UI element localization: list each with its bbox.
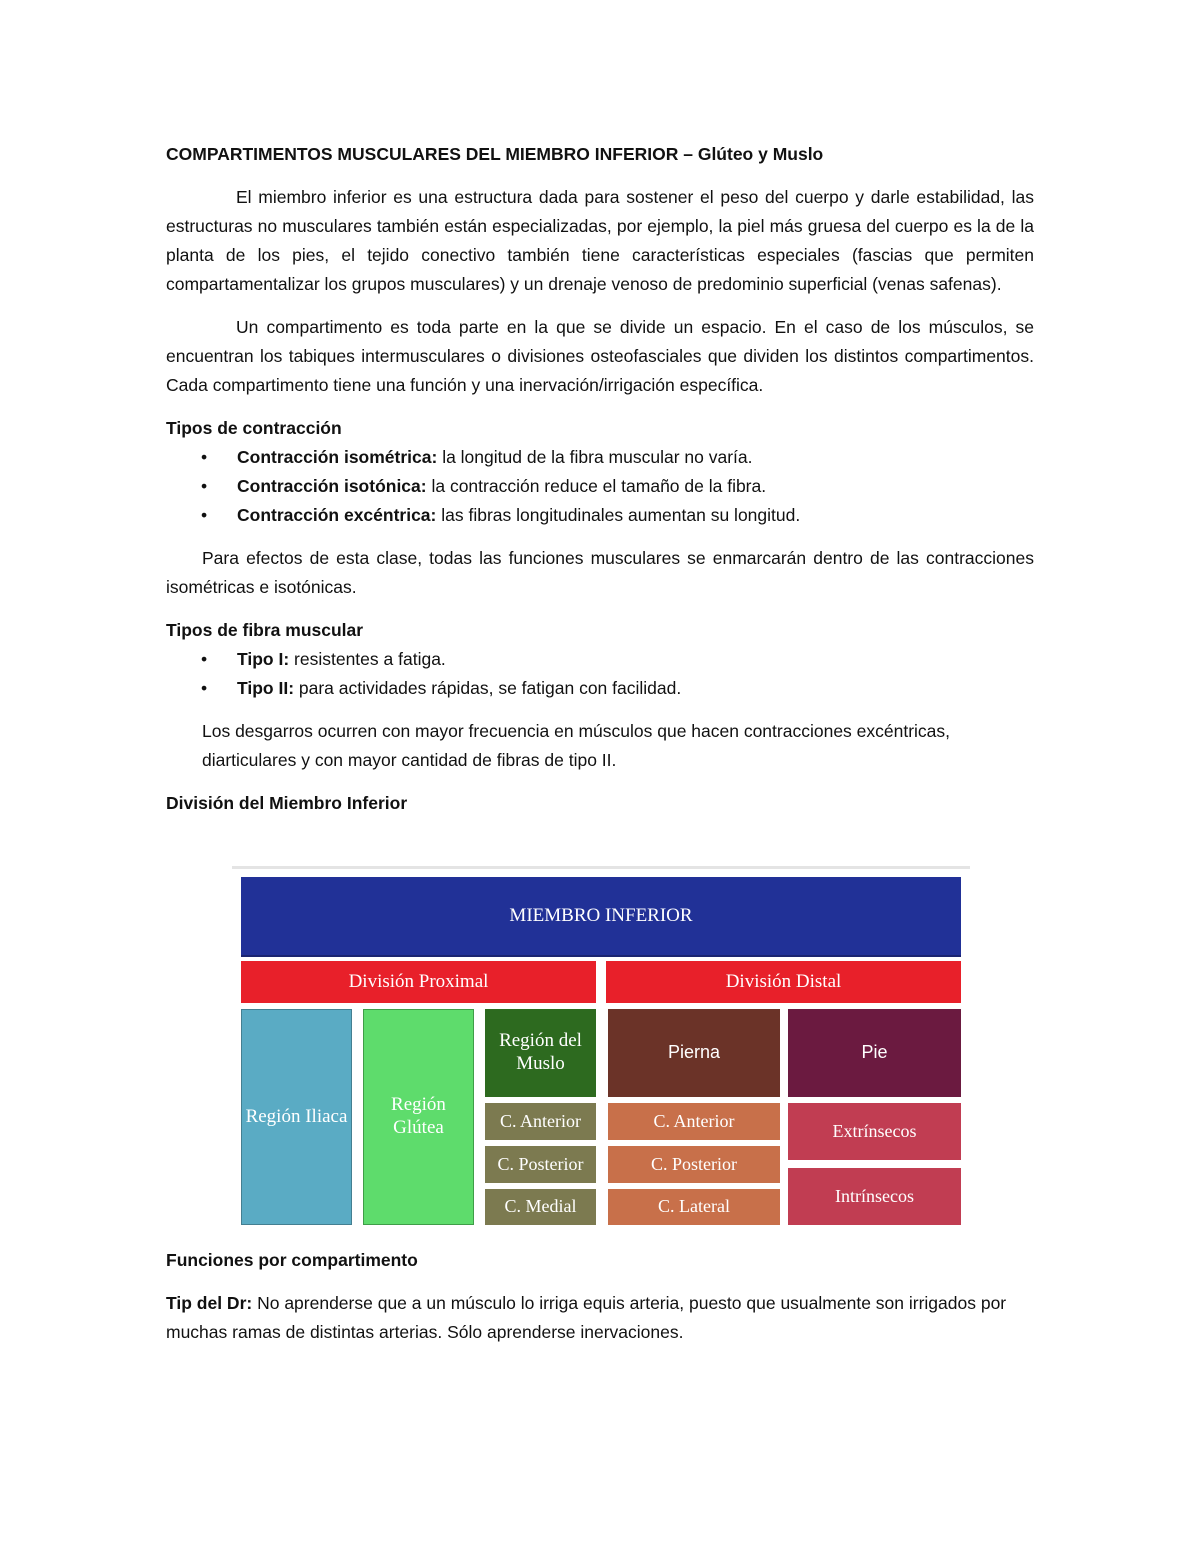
- document-title: COMPARTIMENTOS MUSCULARES DEL MIEMBRO INFERIOR – Glúteo y Muslo: [166, 144, 824, 164]
- functions-heading: Funciones por compartimento: [166, 1250, 418, 1270]
- diagram-pierna-box: Pierna: [608, 1009, 780, 1097]
- contraction-note: Para efectos de esta clase, todas las funciones musculares se enmarcarán dentro de las contracciones isométricas e isotónicas.: [166, 548, 1034, 597]
- list-item: [166, 501, 1034, 530]
- diagram-distal-box: División Distal: [606, 961, 961, 1003]
- list-item-term: Contracción excéntrica:: [237, 505, 437, 525]
- contraction-heading: Tipos de contracción: [166, 418, 342, 438]
- diagram-intrinsecos-box: Intrínsecos: [788, 1168, 961, 1225]
- diagram-pierna-anterior-box: C. Anterior: [608, 1103, 780, 1140]
- tip-paragraph: [166, 1289, 1034, 1347]
- diagram-muslo-anterior-box: C. Anterior: [485, 1103, 596, 1140]
- bullet-icon: •: [201, 678, 208, 698]
- diagram-pie-box: Pie: [788, 1009, 961, 1097]
- fiber-note: Los desgarros ocurren con mayor frecuencia en músculos que hacen contracciones excéntricas, diarticulares y con mayor cantidad de fibras de tipo II.: [202, 721, 951, 770]
- list-item-term: Tipo I:: [237, 649, 290, 669]
- document-lower-body: [166, 1246, 1034, 1347]
- contraction-list: [166, 443, 1034, 530]
- diagram-pierna-posterior-box: C. Posterior: [608, 1146, 780, 1183]
- fiber-list: [166, 645, 1034, 703]
- bullet-icon: •: [201, 476, 208, 496]
- tip-text: No aprenderse que a un músculo lo irriga equis arteria, puesto que usualmente son irrigados por muchas ramas de distintas arterias. Sólo aprenderse inervaciones.: [166, 1293, 1007, 1342]
- list-item: [166, 472, 1034, 501]
- diagram-iliaca-box: Región Iliaca: [241, 1009, 352, 1225]
- list-item-text: resistentes a fatiga.: [289, 649, 446, 669]
- bullet-icon: •: [201, 447, 208, 467]
- diagram-extrinsecos-box: Extrínsecos: [788, 1103, 961, 1160]
- diagram-muslo-box: Región del Muslo: [485, 1009, 596, 1097]
- intro-paragraph-2: Un compartimento es toda parte en la que se divide un espacio. En el caso de los músculos, se encuentran los tabiques intermusculares o divisiones osteofasciales que dividen los distintos compartimentos. Cada compartimento tiene una función y una inervación/irrigación específica.: [166, 317, 1034, 395]
- bullet-icon: •: [201, 649, 208, 669]
- diagram-muslo-medial-box: C. Medial: [485, 1189, 596, 1225]
- list-item-term: Contracción isométrica:: [237, 447, 438, 467]
- division-diagram: [232, 866, 970, 1231]
- tip-term: Tip del Dr:: [166, 1293, 253, 1313]
- diagram-root-box: MIEMBRO INFERIOR: [241, 877, 961, 957]
- list-item: [166, 443, 1034, 472]
- diagram-proximal-box: División Proximal: [241, 961, 596, 1003]
- list-item-text: para actividades rápidas, se fatigan con facilidad.: [294, 678, 682, 698]
- division-heading: División del Miembro Inferior: [166, 793, 408, 813]
- document-body: [166, 140, 1034, 818]
- diagram-glutea-box: Región Glútea: [363, 1009, 474, 1225]
- fiber-heading: Tipos de fibra muscular: [166, 620, 364, 640]
- bullet-icon: •: [201, 505, 208, 525]
- diagram-pierna-lateral-box: C. Lateral: [608, 1189, 780, 1225]
- list-item: [166, 645, 1034, 674]
- list-item-text: la longitud de la fibra muscular no varía.: [437, 447, 753, 467]
- diagram-muslo-posterior-box: C. Posterior: [485, 1146, 596, 1183]
- list-item-text: la contracción reduce el tamaño de la fibra.: [426, 476, 767, 496]
- list-item: [166, 674, 1034, 703]
- list-item-text: las fibras longitudinales aumentan su longitud.: [436, 505, 801, 525]
- list-item-term: Tipo II:: [237, 678, 295, 698]
- intro-paragraph-1: El miembro inferior es una estructura dada para sostener el peso del cuerpo y darle estabilidad, las estructuras no musculares también están especializadas, por ejemplo, la piel más gruesa del cuerpo es la de la planta de los pies, el tejido conectivo también tiene características especiales (fascias que permiten compartamentalizar los grupos musculares) y un drenaje venoso de predominio superficial (venas safenas).: [166, 187, 1034, 294]
- list-item-term: Contracción isotónica:: [237, 476, 427, 496]
